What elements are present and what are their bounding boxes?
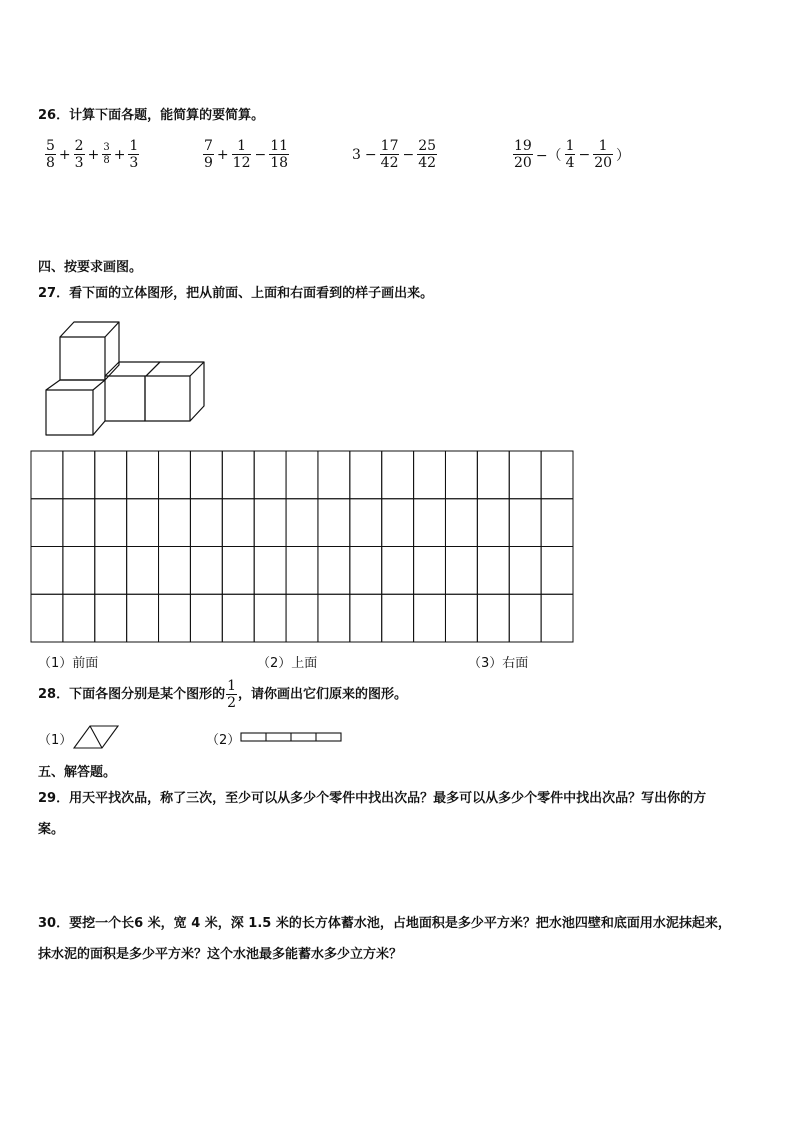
cube-bottom-left-front <box>46 390 93 435</box>
q28-item-2-label: （2） <box>206 733 241 748</box>
grid-cell[interactable] <box>159 594 191 642</box>
label-front-view: （1）前面 <box>38 656 99 671</box>
grid-cell[interactable] <box>31 547 63 595</box>
grid-cell[interactable] <box>541 499 573 547</box>
grid-cell[interactable] <box>222 594 254 642</box>
section-5-heading: 五、解答题。 <box>38 765 117 780</box>
grid-cell[interactable] <box>63 594 95 642</box>
grid-cell[interactable] <box>414 547 446 595</box>
q28-title <box>38 678 407 711</box>
fraction: $\frac{7}{9}$ <box>204 138 213 171</box>
q29-line-1: 29．用天平找次品，称了三次，至少可以从多少个零件中找出次品？最多可以从多少个零件中找出次品？写出你的方 <box>38 791 707 806</box>
grid-cell[interactable] <box>286 594 318 642</box>
grid-cell[interactable] <box>254 594 286 642</box>
cube-bottom-right-front <box>145 376 190 421</box>
grid-cell[interactable] <box>127 499 159 547</box>
grid-cell[interactable] <box>318 451 350 499</box>
q26-title: 26．计算下面各题，能简算的要简算。 <box>38 108 265 123</box>
grid-cell[interactable] <box>222 451 254 499</box>
fraction-one-half: $\frac{1}{2}$ <box>227 678 237 711</box>
grid-cell[interactable] <box>509 451 541 499</box>
grid-cell[interactable] <box>382 594 414 642</box>
q28-title-before: 28．下面各图分别是某个图形的 <box>38 687 226 702</box>
grid-cell[interactable] <box>414 499 446 547</box>
fraction: $\frac{1}{4}$ <box>565 138 575 171</box>
grid-cell[interactable] <box>286 499 318 547</box>
fraction: $\frac{17}{42}$ <box>380 138 399 171</box>
grid-cell[interactable] <box>477 594 509 642</box>
grid-cell[interactable] <box>254 499 286 547</box>
grid-cell[interactable] <box>286 547 318 595</box>
cube-bottom-middle-front <box>105 376 145 421</box>
grid-cell[interactable] <box>254 547 286 595</box>
q30-line-1: 30．要挖一个长6 米，宽 4 米，深 1.5 米的长方体蓄水池，占地面积是多少平方米？把水池四壁和底面用水泥抹起来， <box>38 916 731 931</box>
grid-cell[interactable] <box>350 594 382 642</box>
grid-cell[interactable] <box>31 594 63 642</box>
grid-cell[interactable] <box>63 547 95 595</box>
q26-expression-2: $\frac{7}{9}$ + $\frac{1}{12}$ − $\frac{11}{18}$ <box>204 138 289 171</box>
grid-cell[interactable] <box>477 547 509 595</box>
q27-title: 27．看下面的立体图形，把从前面、上面和右面看到的样子画出来。 <box>38 286 434 301</box>
grid-cell[interactable] <box>95 451 127 499</box>
label-right-view: （3）右面 <box>468 656 529 671</box>
grid-cell[interactable] <box>95 547 127 595</box>
q30-line-2: 抹水泥的面积是多少平方米？这个水池最多能蓄水多少立方米？ <box>38 947 403 962</box>
grid-cell[interactable] <box>254 451 286 499</box>
grid-cell[interactable] <box>190 547 222 595</box>
fraction: $\frac{1}{3}$ <box>129 138 139 171</box>
grid-cell[interactable] <box>127 594 159 642</box>
fraction: $\frac{3}{8}$ <box>103 142 110 166</box>
grid-cell[interactable] <box>445 547 477 595</box>
section-4-heading: 四、按要求画图。 <box>38 260 143 275</box>
grid-cell[interactable] <box>350 547 382 595</box>
fraction: $\frac{1}{20}$ <box>594 138 613 171</box>
grid-cell[interactable] <box>31 451 63 499</box>
grid-cell[interactable] <box>190 451 222 499</box>
q26-expression-1: $\frac{5}{8}$ + $\frac{2}{3}$ + $\frac{3}{8}$ + $\frac{1}{3}$ <box>46 138 139 171</box>
grid-cell[interactable] <box>286 451 318 499</box>
grid-cell[interactable] <box>509 594 541 642</box>
strip-shape <box>240 731 344 743</box>
grid-cell[interactable] <box>414 451 446 499</box>
grid-cell[interactable] <box>31 499 63 547</box>
grid-cell[interactable] <box>63 499 95 547</box>
grid-cell[interactable] <box>509 499 541 547</box>
grid-cell[interactable] <box>63 451 95 499</box>
grid-cell[interactable] <box>318 547 350 595</box>
grid-cell[interactable] <box>127 451 159 499</box>
grid-cell[interactable] <box>159 547 191 595</box>
grid-cell[interactable] <box>382 499 414 547</box>
grid-cell[interactable] <box>350 499 382 547</box>
fraction: $\frac{1}{12}$ <box>232 138 251 171</box>
fraction: $\frac{2}{3}$ <box>74 138 84 171</box>
drawing-grid[interactable] <box>30 450 574 643</box>
q28-title-after: ，请你画出它们原来的图形。 <box>238 687 408 702</box>
q29-line-2: 案。 <box>38 822 65 837</box>
grid-cell[interactable] <box>445 594 477 642</box>
grid-cell[interactable] <box>95 499 127 547</box>
grid-cell[interactable] <box>445 499 477 547</box>
fraction: $\frac{5}{8}$ <box>46 138 55 171</box>
q26-expression-4: $\frac{19}{20}$ −（ $\frac{1}{4}$ − $\frac{1}{20}$ ） <box>514 138 631 171</box>
grid-cell[interactable] <box>127 547 159 595</box>
grid-cell[interactable] <box>95 594 127 642</box>
grid-cell[interactable] <box>190 499 222 547</box>
grid-cell[interactable] <box>382 451 414 499</box>
q26-expression-3: 3 − $\frac{17}{42}$ − $\frac{25}{42}$ <box>352 138 437 171</box>
grid-cell[interactable] <box>509 547 541 595</box>
fraction: $\frac{11}{18}$ <box>270 138 289 171</box>
fraction: $\frac{19}{20}$ <box>514 138 532 171</box>
fraction: $\frac{25}{42}$ <box>418 138 437 171</box>
grid-cell[interactable] <box>541 547 573 595</box>
grid-cell[interactable] <box>159 451 191 499</box>
grid-cell[interactable] <box>541 451 573 499</box>
grid-cell[interactable] <box>222 547 254 595</box>
grid-cell[interactable] <box>350 451 382 499</box>
q28-item-1-label: （1） <box>38 733 73 748</box>
grid-cell[interactable] <box>477 499 509 547</box>
grid-cell[interactable] <box>414 594 446 642</box>
parallelogram-shape <box>72 724 122 750</box>
grid-cell[interactable] <box>445 451 477 499</box>
cube-top-front <box>60 337 105 380</box>
grid-cell[interactable] <box>477 451 509 499</box>
grid-cell[interactable] <box>382 547 414 595</box>
grid-cell[interactable] <box>541 594 573 642</box>
grid-cell[interactable] <box>318 499 350 547</box>
grid-cell[interactable] <box>222 499 254 547</box>
grid-cell[interactable] <box>159 499 191 547</box>
grid-cell[interactable] <box>190 594 222 642</box>
grid-cell[interactable] <box>318 594 350 642</box>
label-top-view: （2）上面 <box>257 656 318 671</box>
